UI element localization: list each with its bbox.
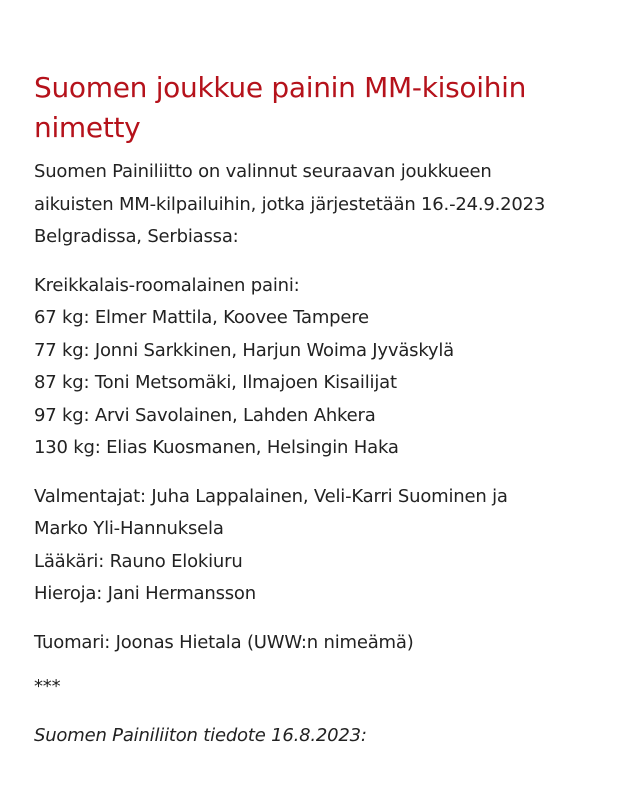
referee-paragraph [34, 627, 606, 660]
intro-line: Belgradissa, Serbiassa: [34, 226, 239, 247]
roster-entry: 87 kg: Toni Metsomäki, Ilmajoen Kisailijat [34, 372, 397, 393]
intro-line: aikuisten MM-kilpailuihin, jotka järjestetään 16.-24.9.2023 [34, 193, 546, 215]
staff-line: Hieroja: Jani Hermansson [34, 583, 256, 604]
staff-paragraph [34, 481, 606, 611]
referee-line: Tuomari: Joonas Hietala (UWW:n nimeämä) [34, 631, 414, 653]
roster-entry: 97 kg: Arvi Savolainen, Lahden Ahkera [34, 404, 376, 426]
source-line: Suomen Painiliiton tiedote 16.8.2023: [34, 724, 367, 746]
staff-line: Marko Yli-Hannuksela [34, 518, 224, 539]
intro-line: Suomen Painiliitto on valinnut seuraavan joukkueen [34, 161, 492, 182]
staff-line: Valmentajat: Juha Lappalainen, Veli-Karri Suominen ja [34, 485, 508, 507]
article-title-line: Suomen joukkue painin MM-kisoihin [34, 71, 527, 104]
article-title [34, 68, 606, 148]
intro-paragraph [34, 156, 606, 254]
roster-entry: 130 kg: Elias Kuosmanen, Helsingin Haka [34, 437, 399, 458]
article-title-line: nimetty [34, 111, 141, 144]
roster-paragraph [34, 270, 606, 465]
roster-entry: 67 kg: Elmer Mattila, Koovee Tampere [34, 307, 369, 328]
roster-heading: Kreikkalais-roomalainen paini: [34, 274, 300, 296]
roster-entry: 77 kg: Jonni Sarkkinen, Harjun Woima Jyväskylä [34, 339, 454, 361]
separator [34, 671, 606, 704]
separator-stars: *** [34, 676, 61, 697]
source-paragraph [34, 720, 606, 753]
staff-line: Lääkäri: Rauno Elokiuru [34, 550, 243, 572]
